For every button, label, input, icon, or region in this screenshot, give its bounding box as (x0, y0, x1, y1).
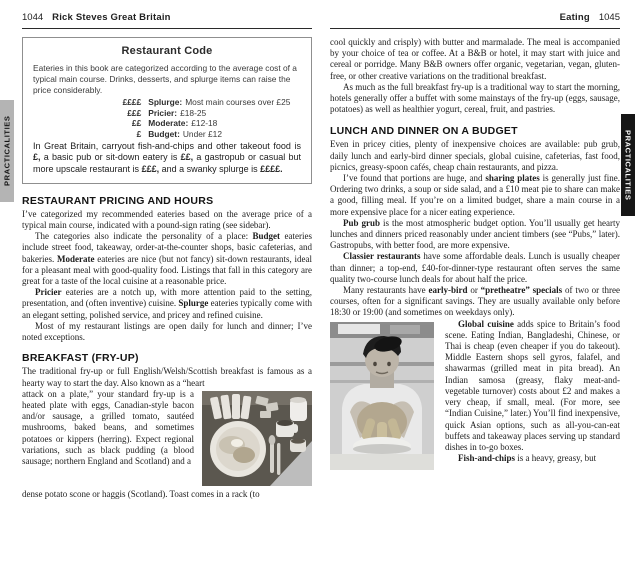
price-tier-list (33, 97, 301, 141)
section-heading-lunch-dinner: LUNCH AND DINNER ON A BUDGET (330, 125, 518, 138)
breakfast-wrap-paragraph: attack on a plate,” your standard fry-up is a heated plate with eggs, Canadian-style bacon and/or sausage, a grilled tomato, sautéed mushrooms, baked beans, and sometimes potatoes or kippers (herring). Expect regional variations, such as black pudding (a blood sausage; northern England and Scotland) and a (22, 388, 194, 466)
tier-desc: £12-18 (191, 118, 218, 129)
breakfast-tail-line: dense potato scone or haggis (Scotland). Toast comes in a rack (to (22, 488, 260, 499)
tier-name: Moderate: (148, 118, 189, 129)
section-heading-pricing: RESTAURANT PRICING AND HOURS (22, 194, 214, 207)
practicalities-tab-right: PRACTICALITIES (621, 114, 635, 216)
second-cup (290, 438, 306, 452)
restaurant-code-outro (33, 141, 301, 175)
restaurant-code-title: Restaurant Code (121, 45, 213, 57)
paragraph: As much as the full breakfast fry-up is a traditional way to start the morning, hotels generally offer a buffet with some mainstays of the fry-up (eggs, sausage, potatoes) as well as healthier yogurt, cereal, fruit, and pastries. (330, 81, 620, 115)
practicalities-tab-left: PRACTICALITIES (0, 100, 14, 202)
paragraph: Most of my restaurant listings are open daily for lunch and dinner; I’ve noted exceptions. (22, 320, 312, 343)
price-tier-moderate (33, 118, 301, 129)
paragraph: Pub grub is the most atmospheric budget option. You’ll usually get hearty lunches and dinners priced reasonably under ancient timbers (see “Pubs,” later). Gastropubs, with better food, are more expensive. (330, 217, 620, 251)
paragraph: Even in pricey cities, plenty of inexpensive choices are available: pub grub, daily lunch and early-bird dinner specials, global cuisine, cafeterias, fast food, picnics, greasy-spoon cafés, cheap chain restaurants, and pizza. (330, 139, 620, 172)
paragraph: Many restaurants have early-bird or “pretheatre” specials of two or three courses, often for a significant savings. They are usually available only before 18:30 or 19:00 (and sometimes on weekdays only). (330, 285, 621, 318)
price-tier-splurge (33, 97, 301, 108)
tier-name: Pricier: (148, 107, 178, 118)
fish-and-chips-photo (330, 322, 434, 470)
tier-name: Splurge: (148, 96, 183, 107)
breakfast-wrap-block (22, 389, 312, 489)
tier-symbol: ££ (131, 118, 142, 129)
restaurant-code-intro: Eateries in this book are categorized according to the average cost of a typical main course. Drinks, desserts, and splurge items can raise the price considerably. (33, 62, 297, 95)
chapter-title: Eating (559, 12, 590, 23)
left-page (22, 12, 312, 500)
budget-paragraphs (330, 139, 620, 318)
right-page-number: 1045 (598, 12, 620, 23)
paragraph: I’ve categorized my recommended eateries based on the average price of a typical main course, indicated with a pound-sign rating (see sidebar). (22, 208, 312, 231)
tier-desc: Most main courses over £25 (185, 96, 291, 107)
right-page (330, 12, 620, 472)
paragraph: Pricier eateries are a notch up, with more attention paid to the setting, presentation, and (often inventive) cuisine. Splurge eateries typically come with an elegant setting, polished service, and pricey and refined cuisine. (22, 287, 312, 320)
tier-symbol: £ (136, 129, 142, 140)
milk-jug (290, 397, 307, 421)
left-page-number: 1044 (22, 12, 44, 23)
restaurant-code-box (22, 37, 312, 184)
arms-and-food (350, 401, 414, 455)
tier-symbol: £££ (127, 107, 142, 118)
breakfast-continued-paragraphs (330, 37, 620, 115)
book-title: Rick Steves Great Britain (52, 12, 171, 23)
tier-name: Budget: (148, 129, 180, 140)
paragraph: Classier restaurants have some affordable deals. Lunch is usually cheaper than dinner; a top-end, £40-for-dinner-type restaurant often serves the same quality two-course lunch deals for about half the price. (330, 251, 620, 284)
breakfast-lead-paragraph: The traditional fry-up or full English/Welsh/Scottish breakfast is famous as a hearty way to start the day. Also known as a “heart (22, 366, 312, 388)
tier-symbol: ££££ (122, 96, 142, 107)
global-cuisine-wrap-block (330, 319, 620, 472)
tier-desc: £18-25 (180, 107, 207, 118)
breakfast-fry-up-photo (202, 391, 312, 486)
paragraph: The categories also indicate the personality of a place: Budget eateries include street food, takeaway, order-at-the-counter shops, basic cafeterias, and bakeries. Moderate eateries are nice (but not fancy) sit-down restaurants, ideal for a pleasant meal with good-quality food. Listings that fall in this category are great for a taste of the local cuisine at a reasonable price. (22, 231, 312, 287)
right-page-header (330, 12, 620, 29)
paragraph: I’ve found that portions are huge, and sharing plates is generally just fine. Ordering two drinks, a soup or side salad, and a £10 meat pie to share can make a good, filling meal. If you’re on a limited budget, share a main course in a more expensive place for a nicer eating experience. (330, 173, 620, 217)
breakfast-plate (210, 421, 266, 477)
pricing-paragraphs (22, 209, 312, 343)
left-page-header (22, 12, 312, 29)
paragraph: cool quickly and crisply) with butter and marmalade. The meal is accompanied by your choice of tea or coffee. At a B&B or hotel, it may start with juice and cereal or porridge. Many B&B owners offer organic, vegetarian, vegan, gluten-free, or other creative variations on the traditional breakfast. (330, 37, 620, 81)
paragraph: Global cuisine adds spice to Britain’s food scene. Eating Indian, Bangladeshi, Chinese, or Thai is cheap (even cheaper if you do takeout). Middle Eastern shops sell gyros, falafel, and shawarmas (grilled meat in pita bread). An Indian samosa (greasy, flaky meat-and-vegetable turnover) costs about £2 and makes a very cheap, if small, meal. (For more, see “Indian Cuisine,” later.) You’ll find inexpensive, quick Asian options, such as all-you-can-eat buffets and takeaway places serving up standard dishes in to-go boxes. (445, 318, 620, 452)
price-tier-budget (33, 129, 301, 140)
paragraph: In Great Britain, carryout fish-and-chips and other takeout food is £, a basic pub or sit-down eatery is ££, a gastropub or casual but more upscale restaurant is £££, and a swanky splurge is ££££. (33, 141, 301, 174)
paragraph: Fish-and-chips is a heavy, greasy, but (458, 453, 597, 464)
section-heading-breakfast: BREAKFAST (FRY-UP) (22, 352, 139, 365)
price-tier-pricier (33, 108, 301, 119)
tier-desc: Under £12 (182, 129, 222, 140)
